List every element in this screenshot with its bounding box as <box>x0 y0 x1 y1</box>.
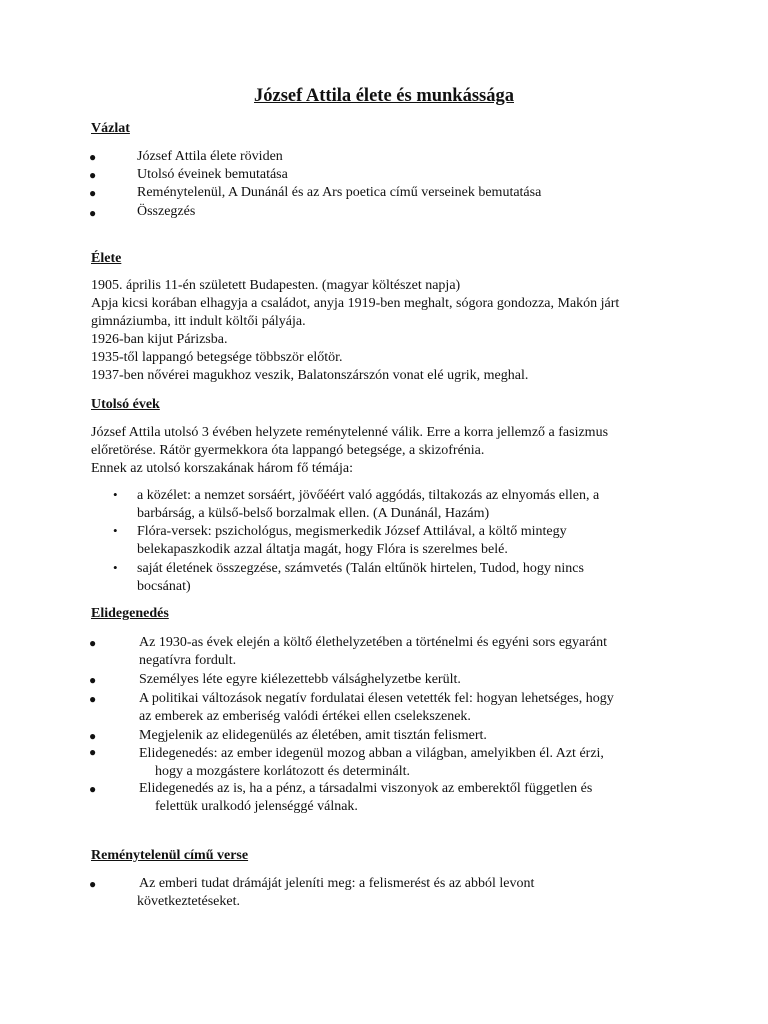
heading-remenytelenul: Reménytelenül című verse <box>91 848 249 863</box>
list-item <box>139 745 604 781</box>
text-line: 1926-ban kijut Párizsba. <box>91 332 228 347</box>
list-item <box>139 780 592 816</box>
item-line: Személyes léte egyre kiélezettebb válsághelyzetbe került. <box>139 672 461 687</box>
item-line: felettük uralkodó jelenséggé válnak. <box>155 799 358 814</box>
bullet-dot-icon: • <box>113 560 118 575</box>
heading-elete: Élete <box>91 251 122 266</box>
item-line: negatívra fordult. <box>139 653 237 668</box>
bullet-dot-icon: ● <box>89 877 97 891</box>
bullet-dot-icon: • <box>113 523 118 538</box>
item-line: hogy a mozgástere korlátozott és determinált. <box>155 764 411 779</box>
list-item <box>139 690 614 726</box>
item-line: Elidegenedés: az ember idegenül mozog abban a világban, amelyikben él. Azt érzi, <box>139 746 604 761</box>
text-line: 1935-től lappangó betegsége többször előtör. <box>91 350 343 365</box>
bullet-dot-icon: ● <box>89 186 97 200</box>
list-item <box>137 875 534 911</box>
bullet-dot-icon: ● <box>89 150 97 164</box>
item-line: Elidegenedés az is, ha a pénz, a társadalmi viszonyok az emberektől független és <box>139 781 593 796</box>
list-item: József Attila élete röviden <box>137 149 283 164</box>
list-item: Utolsó éveinek bemutatása <box>137 167 288 182</box>
text-line: 1937-ben nővérei magukhoz veszik, Balatonszárszón vonat elé ugrik, meghal. <box>91 368 529 383</box>
bullet-dot-icon: ● <box>89 673 97 687</box>
bullet-dot-icon: ● <box>89 636 97 650</box>
list-item <box>137 560 584 596</box>
text-line: gimnáziumba, itt indult költői pályája. <box>91 314 306 329</box>
bullet-dot-icon: ● <box>89 745 97 759</box>
list-item: Reménytelenül, A Dunánál és az Ars poetica című verseinek bemutatása <box>137 185 542 200</box>
utolso-evek-paragraph <box>91 424 701 478</box>
bullet-dot-icon: ● <box>89 782 97 796</box>
bullet-dot-icon: ● <box>89 206 97 220</box>
text-line: Ennek az utolsó korszakának három fő témája: <box>91 461 354 476</box>
item-line: következtetéseket. <box>137 894 241 909</box>
document-title: József Attila élete és munkássága <box>254 86 514 106</box>
elete-paragraph <box>91 277 701 385</box>
text-line: 1905. április 11-én született Budapesten. (magyar költészet napja) <box>91 278 461 293</box>
text-line: Apja kicsi korában elhagyja a családot, anyja 1919-ben meghalt, sógora gondozza, Makón járt <box>91 296 620 311</box>
list-item <box>139 727 487 745</box>
list-item <box>139 671 461 689</box>
item-line: A politikai változások negatív fordulatai élesen vetették fel: hogyan lehetséges, hogy <box>139 691 614 706</box>
item-line: bocsánat) <box>137 579 191 594</box>
item-line: Az emberi tudat drámáját jeleníti meg: a felismerést és az abból levont <box>139 876 535 891</box>
heading-elidegenedes: Elidegenedés <box>91 606 169 621</box>
bullet-dot-icon: ● <box>89 729 97 743</box>
text-line: József Attila utolsó 3 évében helyzete reménytelenné válik. Erre a korra jellemző a fasizmus <box>91 425 609 440</box>
item-line: barbárság, a külső-belső borzalmak ellen. (A Dunánál, Hazám) <box>137 506 490 521</box>
list-item: Összegzés <box>137 204 196 219</box>
bullet-dot-icon: ● <box>89 168 97 182</box>
list-item <box>139 634 607 670</box>
heading-vazlat: Vázlat <box>91 121 130 136</box>
item-line: Az 1930-as évek elején a költő élethelyzetében a történelmi és egyéni sors egyaránt <box>139 635 608 650</box>
bullet-dot-icon: • <box>113 487 118 502</box>
item-line: saját életének összegzése, számvetés (Talán eltűnök hirtelen, Tudod, hogy nincs <box>137 561 584 576</box>
item-line: Megjelenik az elidegenülés az életében, amit tisztán felismert. <box>139 728 487 743</box>
item-line: belekapaszkodik azzal áltatja magát, hogy Flóra is szerelmes belé. <box>137 542 508 557</box>
list-item <box>137 487 599 523</box>
text-line: előretörése. Rátör gyermekkora óta lappangó betegsége, a skizofrénia. <box>91 443 485 458</box>
item-line: Flóra-versek: pszichológus, megismerkedik József Attilával, a költő mintegy <box>137 524 567 539</box>
heading-utolso-evek: Utolsó évek <box>91 397 160 412</box>
bullet-dot-icon: ● <box>89 692 97 706</box>
list-item <box>137 523 567 559</box>
item-line: az emberek az emberiség valódi értékei ellen cselekszenek. <box>139 709 471 724</box>
item-line: a közélet: a nemzet sorsáért, jövőéért való aggódás, tiltakozás az elnyomás ellen, a <box>137 488 600 503</box>
